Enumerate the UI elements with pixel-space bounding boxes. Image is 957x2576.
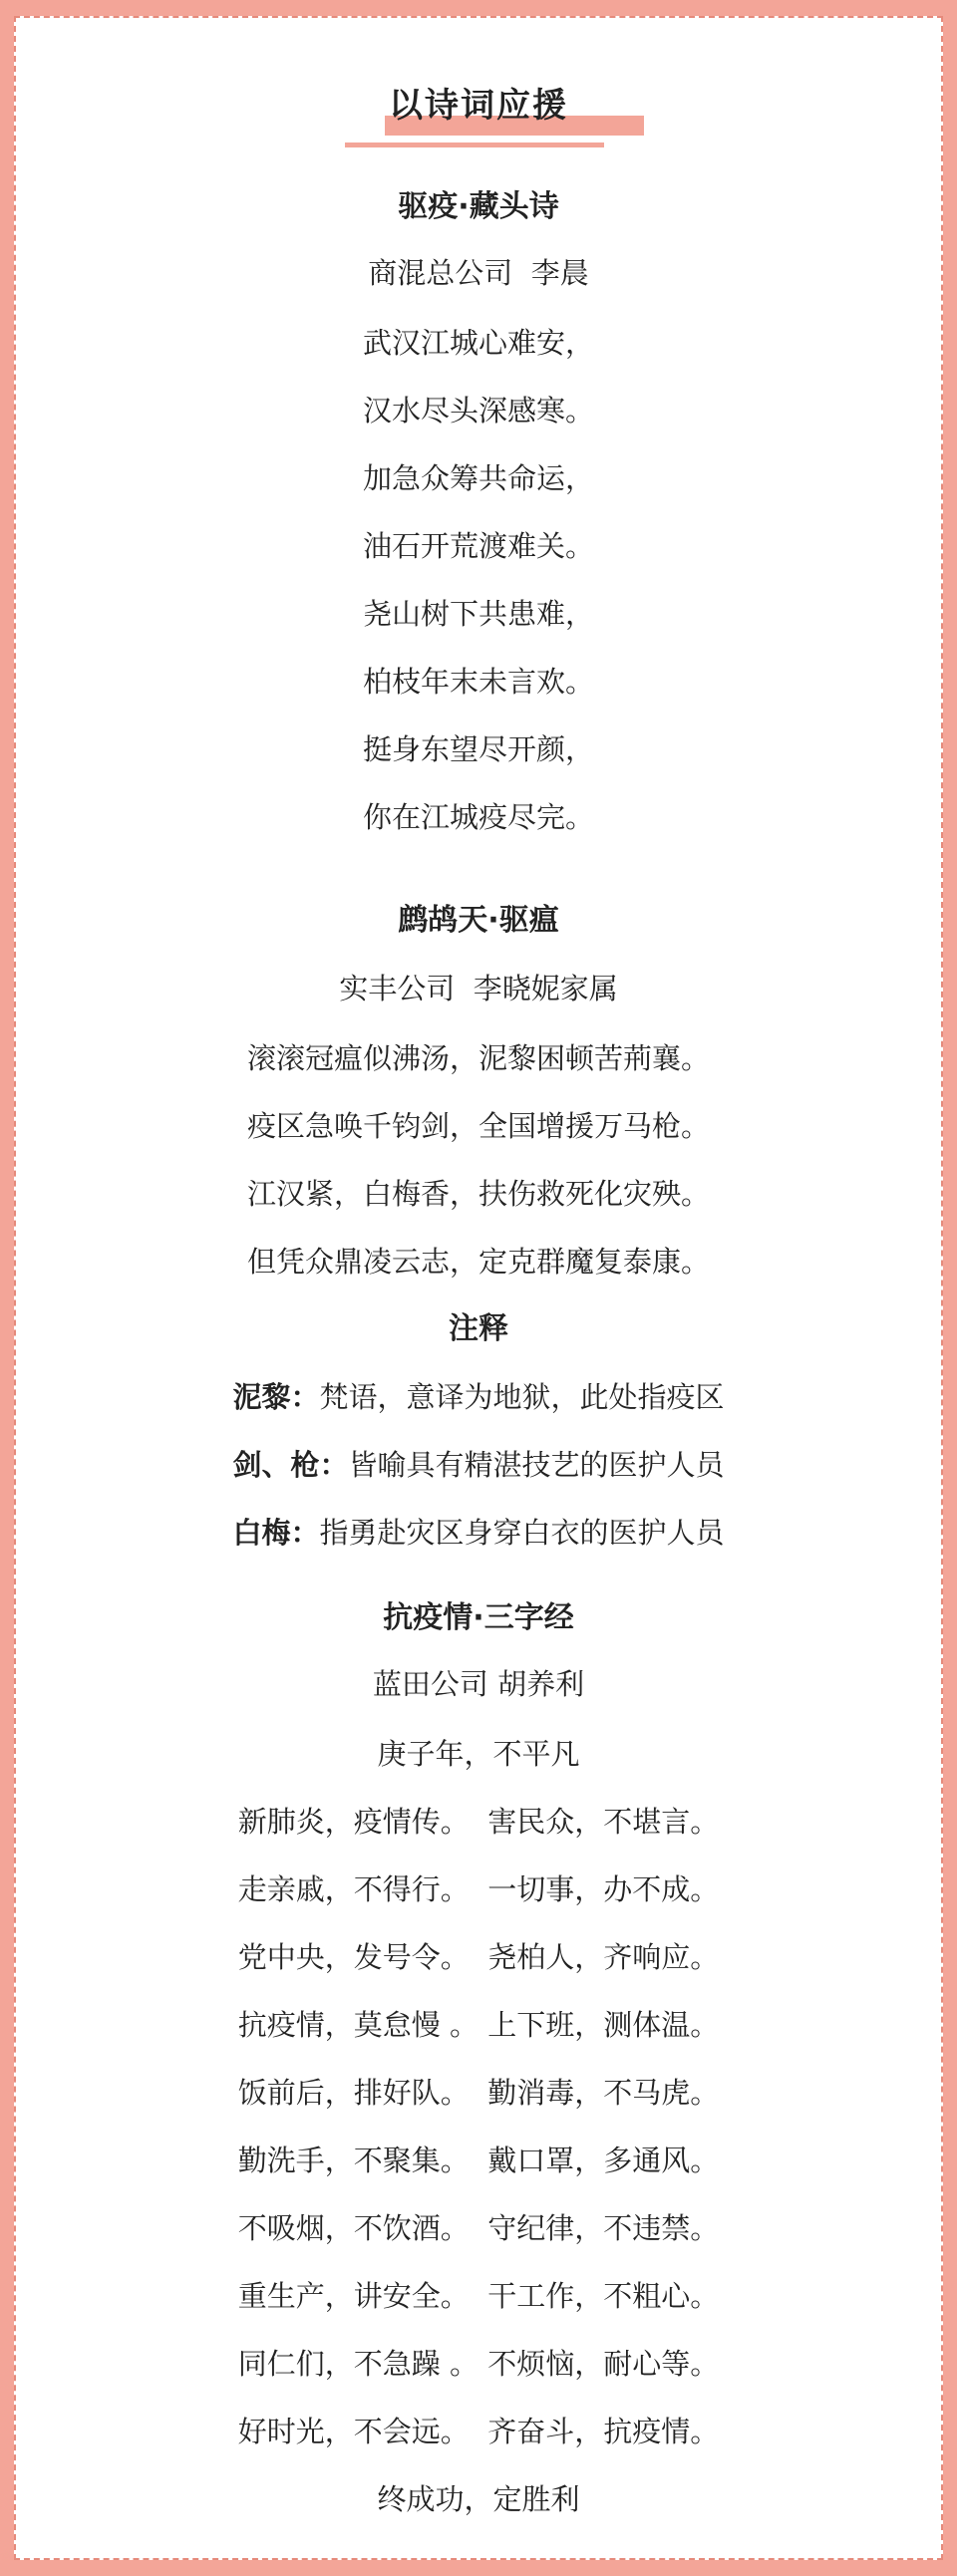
poem3-line: 抗疫情，莫怠慢 。 上下班，测体温。: [237, 2008, 720, 2042]
poem3-line: 好时光，不会远。 齐奋斗，抗疫情。: [237, 2415, 720, 2448]
poem1-author: 商混总公司 李晨: [368, 256, 589, 290]
poem1-title: 驱疫·藏头诗: [398, 189, 559, 224]
note-term: 泥黎：: [232, 1380, 320, 1414]
poem3-line: 党中央，发号令。 尧柏人，齐响应。: [237, 1940, 720, 1974]
poem1-line: 尧山树下共患难，: [362, 597, 594, 631]
poem1-line: 武汉江城心难安，: [362, 326, 594, 360]
poem1-line: 柏枝年末未言欢。: [362, 665, 594, 699]
poem2-line: 滚滚冠瘟似沸汤，泥黎困顿苦荊襄。: [246, 1041, 710, 1075]
poem1-line: 汉水尽头深感寒。: [362, 394, 594, 428]
notes-title: 注释: [449, 1311, 508, 1346]
note-term: 剑、枪：: [232, 1448, 349, 1482]
poem3-line: 重生产，讲安全。 干工作，不粗心。: [237, 2279, 720, 2313]
poem3-line: 庚子年，不平凡: [377, 1737, 580, 1771]
poem1-line: 油石开荒渡难关。: [362, 529, 594, 563]
note-term: 白梅：: [232, 1516, 320, 1550]
poem2-title: 鹧鸪天·驱瘟: [398, 903, 559, 938]
page-title: 以诗词应援: [389, 86, 568, 126]
poem2-author: 实丰公司 李晓妮家属: [339, 972, 618, 1005]
poem1-line: 加急众筹共命运，: [362, 461, 594, 495]
note-text: 指勇赴灾区身穿白衣的医护人员: [319, 1516, 725, 1550]
poem1-line: 挺身东望尽开颜，: [362, 732, 594, 766]
poem3-line: 饭前后，排好队。 勤消毒，不马虎。: [237, 2076, 720, 2110]
title-underline: [345, 143, 604, 147]
poem3-line: 走亲戚，不得行。 一切事，办不成。: [237, 1872, 720, 1906]
poem2-line: 疫区急唤千钧剑，全国增援万马枪。: [246, 1109, 710, 1143]
content-card: [14, 16, 943, 2560]
poem1-line: 你在江城疫尽完。: [362, 800, 594, 834]
poem3-line: 新肺炎，疫情传。 害民众，不堪言。: [237, 1805, 720, 1839]
poem3-line: 不吸烟，不饮酒。 守纪律，不违禁。: [237, 2211, 720, 2245]
note-item: [16, 1377, 941, 1417]
note-text: 梵语，意译为地狱，此处指疫区: [319, 1380, 725, 1414]
poem3-line: 终成功，定胜利: [377, 2482, 580, 2516]
poem3-author: 蓝田公司 胡养利: [372, 1667, 585, 1701]
poem3-line: 勤洗手，不聚集。 戴口罩，多通风。: [237, 2144, 720, 2177]
note-item: [16, 1445, 941, 1485]
poem3-title: 抗疫情·三字经: [383, 1600, 574, 1635]
poem3-line: 同仁们，不急躁 。 不烦恼，耐心等。: [237, 2347, 720, 2381]
note-text: 皆喻具有精湛技艺的医护人员: [348, 1448, 725, 1482]
poem2-line: 但凭众鼎凌云志，定克群魔复泰康。: [246, 1245, 710, 1279]
note-item: [16, 1513, 941, 1553]
poem2-line: 江汉紧，白梅香，扶伤救死化灾殃。: [246, 1177, 710, 1211]
